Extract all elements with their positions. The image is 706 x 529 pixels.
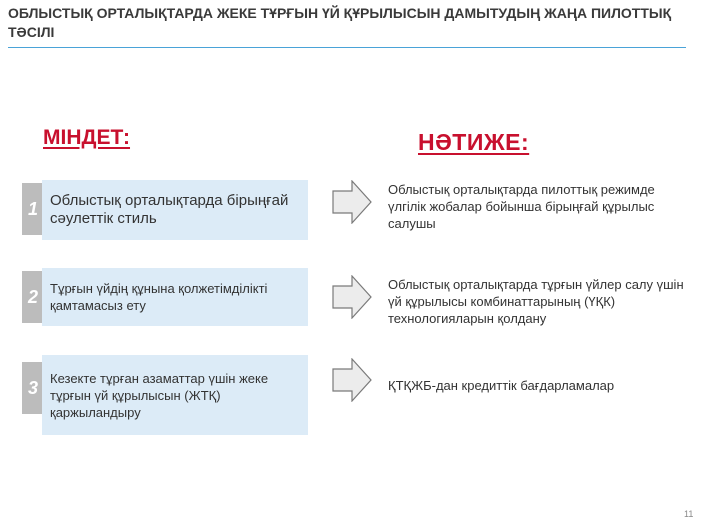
row-number-badge: 1	[22, 183, 44, 235]
result-text: Облыстық орталықтарда пилоттық режимде үлгілік жобалар бойынша бірыңғай құрылыс салушы	[388, 182, 655, 231]
task-box: Тұрғын үйдің құнына қолжетімділікті қамтамасыз ету	[42, 268, 308, 326]
task-box: Кезекте тұрған азаматтар үшін жеке тұрғын үй құрылысын (ЖТҚ) қаржыландыру	[42, 355, 308, 435]
row-number-badge: 3	[22, 362, 44, 414]
result-text: ҚТҚЖБ-дан кредиттік бағдарламалар	[388, 378, 615, 393]
arrow-right-icon	[332, 180, 372, 224]
page-number: 11	[684, 509, 694, 519]
result-heading: НӘТИЖЕ:	[418, 129, 530, 155]
task-box: Облыстық орталықтарда бірыңғай сәулеттік стиль	[42, 180, 308, 240]
task-heading: МІНДЕТ:	[43, 126, 131, 149]
arrow-right-icon	[332, 358, 372, 402]
page-title: ОБЛЫСТЫҚ ОРТАЛЫҚТАРДА ЖЕКЕ ТҰРҒЫН ҮЙ ҚҰРЫЛЫСЫН ДАМЫТУДЫҢ ЖАҢА ПИЛОТТЫҚ ТӘСІЛІ	[8, 5, 672, 40]
title-divider	[8, 47, 686, 48]
result-text: Облыстық орталықтарда тұрғын үйлер салу үшін үй құрылысы комбинаттарының (ҮҚК) технологияларын қолдану	[388, 277, 684, 326]
row-number-badge: 2	[22, 271, 44, 323]
arrow-right-icon	[332, 275, 372, 319]
